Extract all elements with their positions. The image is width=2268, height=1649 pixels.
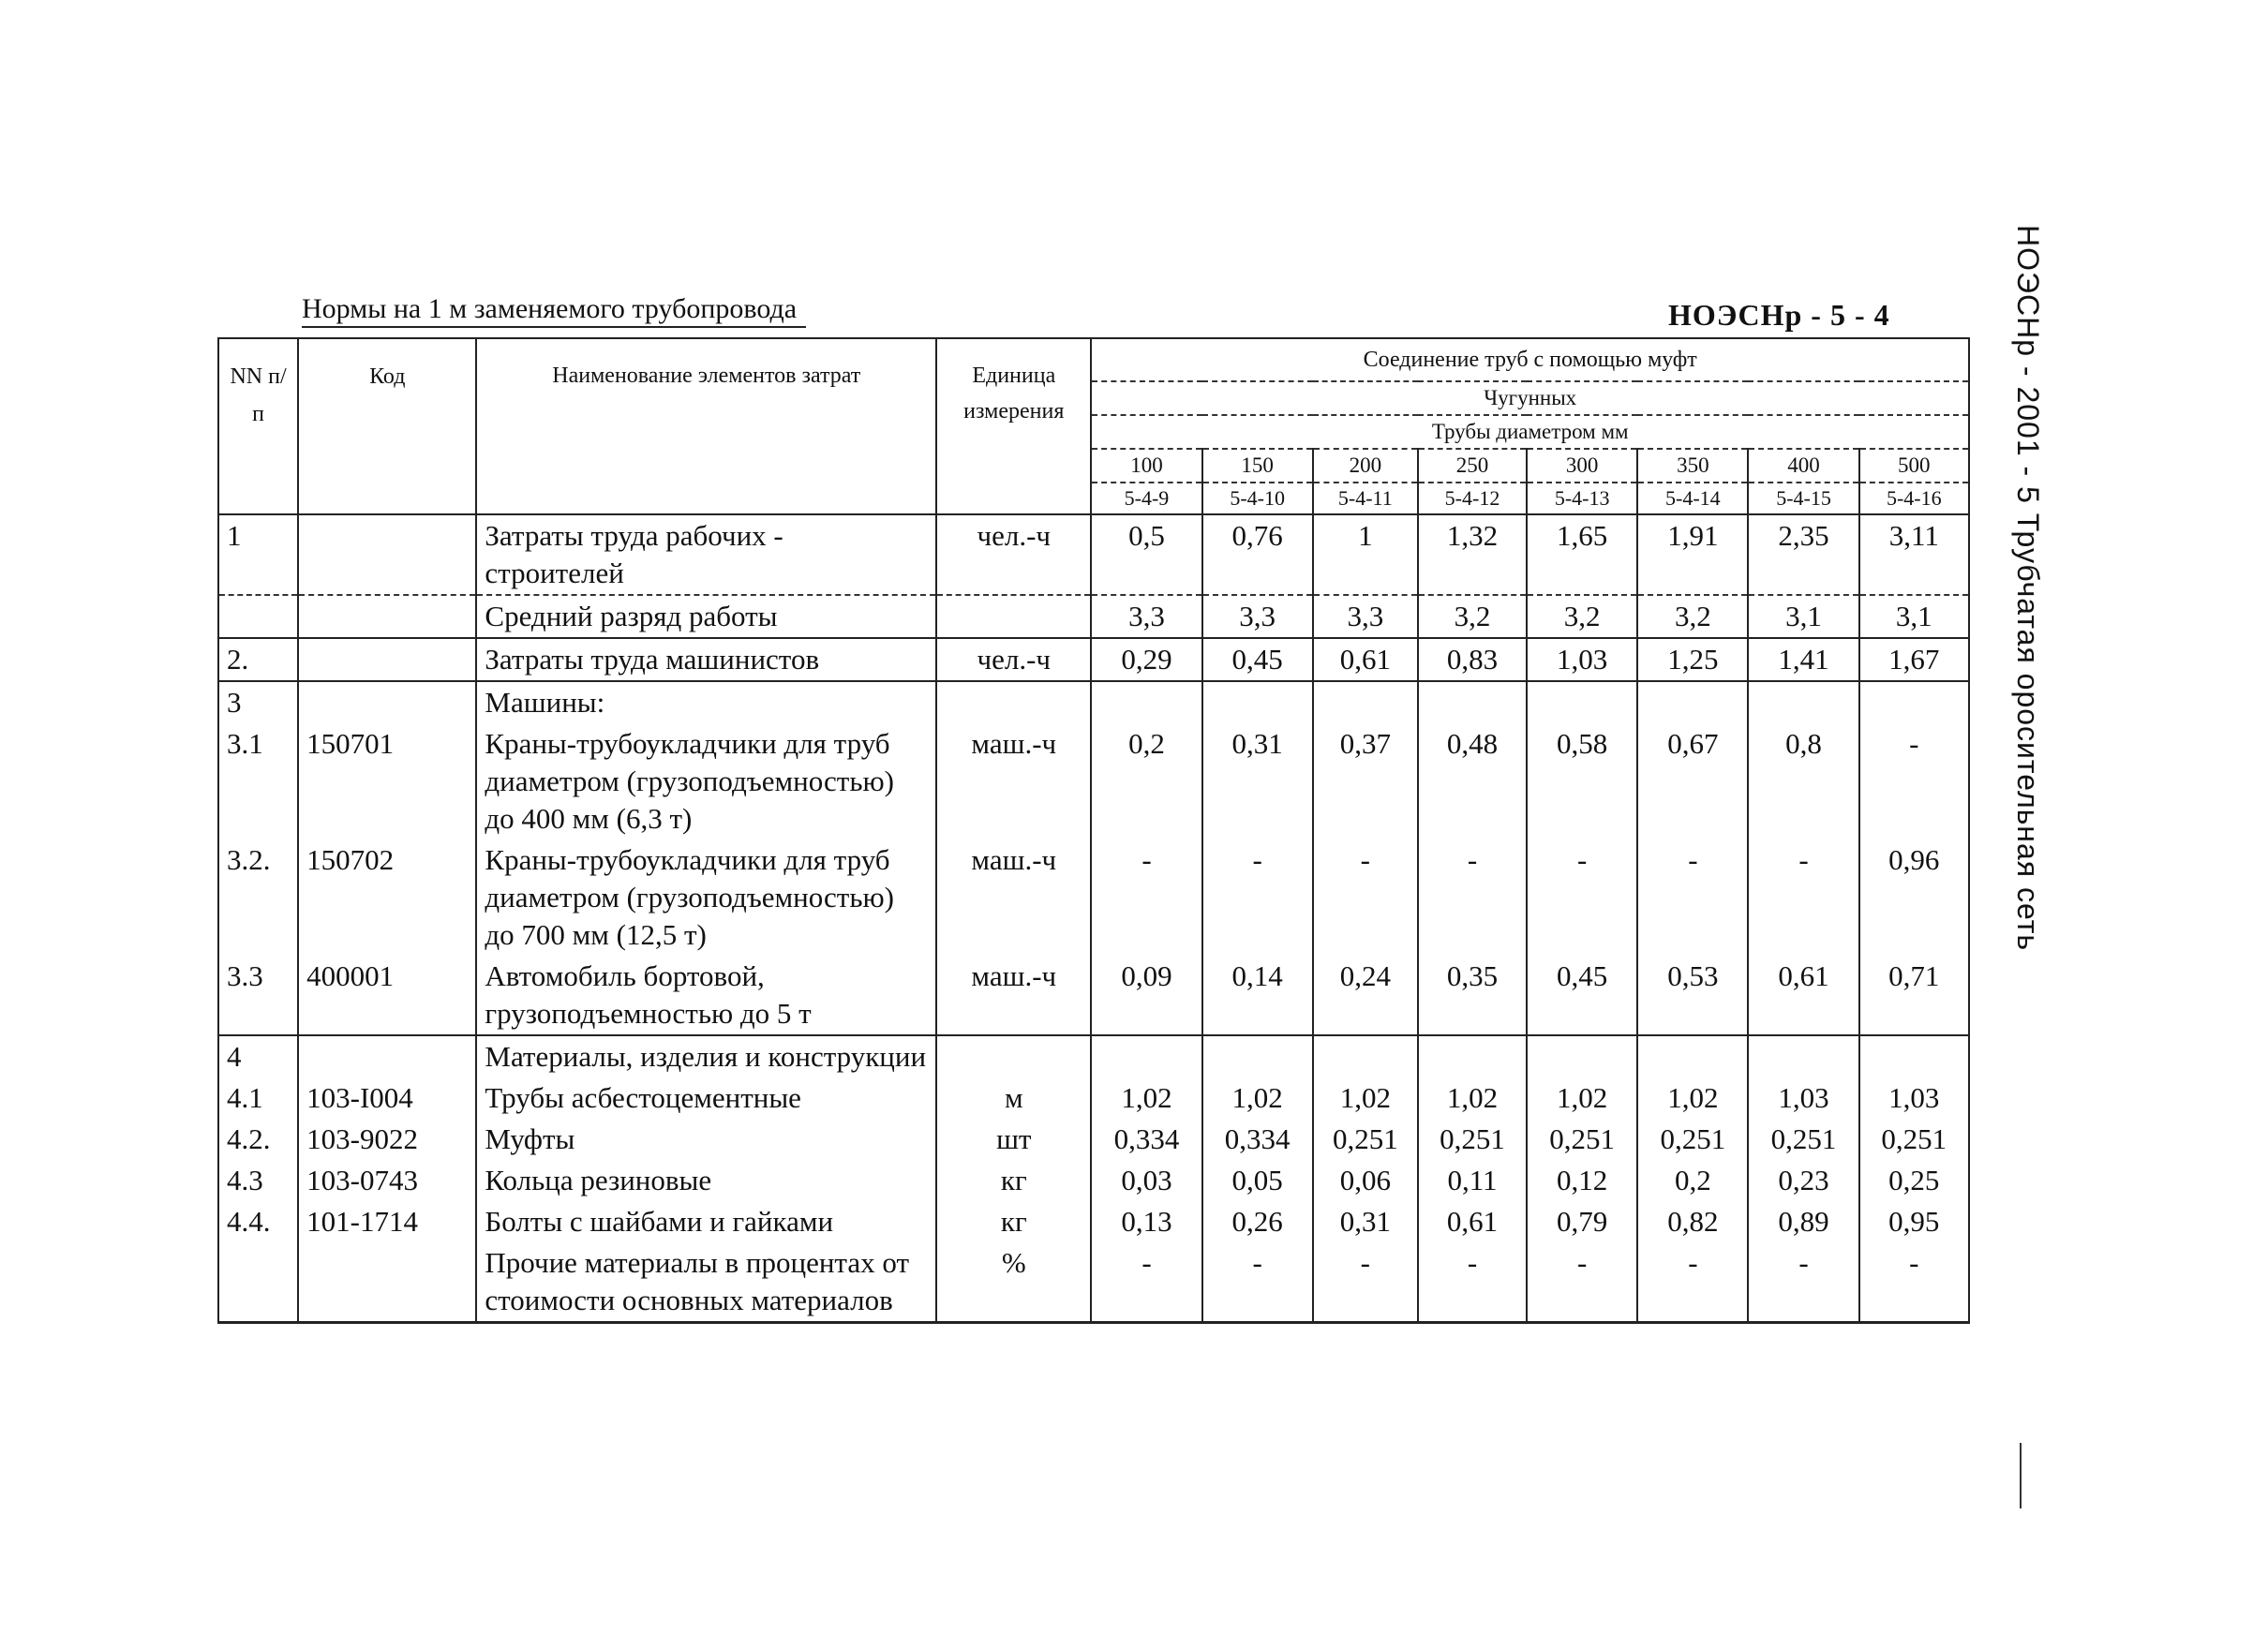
norms-caption: Нормы на 1 м заменяемого трубопровода	[302, 292, 806, 328]
norm-code-cell: 5-4-15	[1748, 483, 1858, 514]
norm-value-cell: 0,251	[1527, 1119, 1637, 1160]
cost-element-name-cell: Прочие материалы в процентах от стоимости основных материалов	[476, 1242, 936, 1323]
norm-value-cell: 0,37	[1313, 723, 1418, 839]
norm-value-cell: 0,25	[1859, 1160, 1969, 1201]
norm-value-cell	[1859, 1035, 1969, 1077]
table-row	[218, 514, 1969, 595]
norm-value-cell: 0,251	[1859, 1119, 1969, 1160]
table-row	[218, 1035, 1969, 1077]
unit-cell: м	[936, 1077, 1091, 1119]
norm-value-cell	[1637, 681, 1748, 723]
cost-element-name-cell: Средний разряд работы	[476, 595, 936, 638]
norm-value-cell: 0,8	[1748, 723, 1858, 839]
norm-value-cell	[1527, 1035, 1637, 1077]
header-group-joint: Соединение труб с помощью муфт	[1091, 338, 1969, 381]
norm-value-cell: 0,67	[1637, 723, 1748, 839]
norm-value-cell: 0,58	[1527, 723, 1637, 839]
norm-value-cell: 1,02	[1091, 1077, 1201, 1119]
resource-code-cell: 150702	[298, 839, 476, 956]
norm-code-cell: 5-4-9	[1091, 483, 1201, 514]
norm-value-cell	[1418, 681, 1527, 723]
cost-element-name-cell: Краны-трубоукладчики для труб диаметром (грузоподъемностью) до 700 мм (12,5 т)	[476, 839, 936, 956]
norm-value-cell: 0,95	[1859, 1201, 1969, 1242]
header-unit: Единица измерения	[936, 338, 1091, 514]
norm-value-cell: -	[1637, 839, 1748, 956]
diameter-cell: 300	[1527, 449, 1637, 483]
table-row	[218, 1077, 1969, 1119]
cost-element-name-cell: Затраты труда рабочих - строителей	[476, 514, 936, 595]
norm-value-cell: 1,32	[1418, 514, 1527, 595]
norm-value-cell: -	[1859, 1242, 1969, 1323]
norm-value-cell	[1859, 681, 1969, 723]
cost-element-name-cell: Материалы, изделия и конструкции	[476, 1035, 936, 1077]
table-row	[218, 595, 1969, 638]
unit-cell: чел.-ч	[936, 514, 1091, 595]
norm-value-cell: 0,12	[1527, 1160, 1637, 1201]
resource-code-cell	[298, 638, 476, 681]
row-number-cell: 3.3	[218, 956, 298, 1035]
resource-code-cell: 400001	[298, 956, 476, 1035]
norm-value-cell: 1,02	[1418, 1077, 1527, 1119]
header-nn: NN п/п	[218, 338, 298, 514]
resource-code-cell	[298, 595, 476, 638]
norm-value-cell: 0,13	[1091, 1201, 1201, 1242]
norm-value-cell	[1313, 1035, 1418, 1077]
table-row	[218, 681, 1969, 723]
norm-value-cell: 1	[1313, 514, 1418, 595]
resource-code-cell	[298, 1242, 476, 1323]
unit-cell: шт	[936, 1119, 1091, 1160]
norm-value-cell: 1,03	[1527, 638, 1637, 681]
table-row	[218, 1201, 1969, 1242]
cost-element-name-cell: Машины:	[476, 681, 936, 723]
diameter-cell: 100	[1091, 449, 1201, 483]
norm-value-cell: 0,71	[1859, 956, 1969, 1035]
norm-value-cell: -	[1313, 839, 1418, 956]
norm-value-cell: -	[1748, 839, 1858, 956]
norm-value-cell: 0,334	[1091, 1119, 1201, 1160]
norm-value-cell: 0,31	[1202, 723, 1313, 839]
unit-cell: кг	[936, 1160, 1091, 1201]
norm-value-cell: 1,91	[1637, 514, 1748, 595]
norm-value-cell: 1,02	[1637, 1077, 1748, 1119]
norm-value-cell: 0,53	[1637, 956, 1748, 1035]
table-row	[218, 1160, 1969, 1201]
norm-value-cell: 0,14	[1202, 956, 1313, 1035]
norm-value-cell	[1091, 681, 1201, 723]
unit-cell: маш.-ч	[936, 723, 1091, 839]
unit-cell	[936, 595, 1091, 638]
norm-value-cell: 3,3	[1202, 595, 1313, 638]
norm-value-cell: 1,02	[1202, 1077, 1313, 1119]
row-number-cell: 4.2.	[218, 1119, 298, 1160]
norm-value-cell: 1,03	[1859, 1077, 1969, 1119]
norm-value-cell: 3,1	[1748, 595, 1858, 638]
norm-value-cell: 3,2	[1418, 595, 1527, 638]
header-name: Наименование элементов затрат	[476, 338, 936, 514]
norm-value-cell: 3,2	[1637, 595, 1748, 638]
norm-value-cell: 1,65	[1527, 514, 1637, 595]
norm-code-cell: 5-4-16	[1859, 483, 1969, 514]
norm-value-cell	[1637, 1035, 1748, 1077]
row-number-cell: 4	[218, 1035, 298, 1077]
norm-value-cell: -	[1418, 1242, 1527, 1323]
norm-value-cell: 1,03	[1748, 1077, 1858, 1119]
norm-value-cell	[1091, 1035, 1201, 1077]
row-number-cell: 4.1	[218, 1077, 298, 1119]
norm-value-cell: -	[1527, 839, 1637, 956]
resource-code-cell: 150701	[298, 723, 476, 839]
norm-value-cell: 0,35	[1418, 956, 1527, 1035]
table-row	[218, 1242, 1969, 1323]
diameter-cell: 400	[1748, 449, 1858, 483]
norm-value-cell: 0,05	[1202, 1160, 1313, 1201]
norm-value-cell: -	[1859, 723, 1969, 839]
resource-code-cell: 101-1714	[298, 1201, 476, 1242]
norm-code-cell: 5-4-10	[1202, 483, 1313, 514]
resource-code-cell: 103-9022	[298, 1119, 476, 1160]
table-row	[218, 956, 1969, 1035]
norm-value-cell: 0,251	[1418, 1119, 1527, 1160]
norm-value-cell: -	[1637, 1242, 1748, 1323]
norm-value-cell: 0,2	[1091, 723, 1201, 839]
cost-element-name-cell: Краны-трубоукладчики для труб диаметром (грузоподъемностью) до 400 мм (6,3 т)	[476, 723, 936, 839]
norm-value-cell: 0,23	[1748, 1160, 1858, 1201]
norm-value-cell: 0,45	[1527, 956, 1637, 1035]
norm-value-cell	[1202, 681, 1313, 723]
unit-cell	[936, 1035, 1091, 1077]
norm-value-cell: 0,61	[1748, 956, 1858, 1035]
header-code: Код	[298, 338, 476, 514]
norm-value-cell: 1,02	[1313, 1077, 1418, 1119]
table-row	[218, 839, 1969, 956]
norm-value-cell: 0,79	[1527, 1201, 1637, 1242]
unit-cell	[936, 681, 1091, 723]
norm-code-cell: 5-4-13	[1527, 483, 1637, 514]
resource-code-cell: 103-I004	[298, 1077, 476, 1119]
norm-value-cell: 0,251	[1637, 1119, 1748, 1160]
norm-value-cell: 3,3	[1091, 595, 1201, 638]
unit-cell: %	[936, 1242, 1091, 1323]
table-row	[218, 638, 1969, 681]
norm-value-cell: 0,29	[1091, 638, 1201, 681]
row-number-cell: 3.2.	[218, 839, 298, 956]
norm-value-cell: 0,09	[1091, 956, 1201, 1035]
unit-cell: чел.-ч	[936, 638, 1091, 681]
norm-code-cell: 5-4-12	[1418, 483, 1527, 514]
norm-value-cell: 0,03	[1091, 1160, 1201, 1201]
cost-element-name-cell: Болты с шайбами и гайками	[476, 1201, 936, 1242]
row-number-cell	[218, 595, 298, 638]
norm-value-cell: 0,31	[1313, 1201, 1418, 1242]
header-group-material: Чугунных	[1091, 381, 1969, 415]
cost-element-name-cell: Автомобиль бортовой, грузоподъемностью до 5 т	[476, 956, 936, 1035]
row-number-cell: 1	[218, 514, 298, 595]
norm-value-cell: 3,3	[1313, 595, 1418, 638]
row-number-cell	[218, 1242, 298, 1323]
diameter-cell: 500	[1859, 449, 1969, 483]
resource-code-cell: 103-0743	[298, 1160, 476, 1201]
norm-value-cell: 0,334	[1202, 1119, 1313, 1160]
cost-element-name-cell: Муфты	[476, 1119, 936, 1160]
norm-value-cell: 0,82	[1637, 1201, 1748, 1242]
norm-value-cell: 1,25	[1637, 638, 1748, 681]
norm-value-cell: -	[1313, 1242, 1418, 1323]
norm-value-cell: 0,11	[1418, 1160, 1527, 1201]
norm-value-cell: 0,61	[1418, 1201, 1527, 1242]
norm-value-cell: 0,61	[1313, 638, 1418, 681]
side-title: НОЭСНр - 2001 - 5 Трубчатая оросительная сеть	[2011, 225, 2045, 952]
norm-value-cell: 0,45	[1202, 638, 1313, 681]
norm-value-cell: 2,35	[1748, 514, 1858, 595]
table-body	[218, 514, 1969, 1323]
norm-value-cell: -	[1091, 839, 1201, 956]
header-group-diameter: Трубы диаметром мм	[1091, 415, 1969, 449]
document-code: НОЭСНр - 5 - 4	[1668, 298, 1890, 332]
norm-value-cell: -	[1418, 839, 1527, 956]
norm-value-cell: -	[1202, 839, 1313, 956]
norm-value-cell	[1313, 681, 1418, 723]
resource-code-cell	[298, 1035, 476, 1077]
norm-value-cell: 1,67	[1859, 638, 1969, 681]
norm-value-cell: 0,83	[1418, 638, 1527, 681]
row-number-cell: 2.	[218, 638, 298, 681]
cost-element-name-cell: Кольца резиновые	[476, 1160, 936, 1201]
cost-element-name-cell: Затраты труда машинистов	[476, 638, 936, 681]
diameter-cell: 350	[1637, 449, 1748, 483]
norm-value-cell: 0,48	[1418, 723, 1527, 839]
norm-value-cell: -	[1202, 1242, 1313, 1323]
norm-value-cell: 0,2	[1637, 1160, 1748, 1201]
norm-value-cell: 3,1	[1859, 595, 1969, 638]
row-number-cell: 4.4.	[218, 1201, 298, 1242]
norm-value-cell: -	[1748, 1242, 1858, 1323]
norm-value-cell	[1418, 1035, 1527, 1077]
norm-value-cell: 3,2	[1527, 595, 1637, 638]
norm-value-cell	[1202, 1035, 1313, 1077]
norm-value-cell	[1748, 681, 1858, 723]
norm-value-cell: -	[1091, 1242, 1201, 1323]
table-header	[218, 338, 1969, 514]
norm-value-cell: 0,96	[1859, 839, 1969, 956]
cost-element-name-cell: Трубы асбестоцементные	[476, 1077, 936, 1119]
norm-value-cell: 0,5	[1091, 514, 1201, 595]
table-row	[218, 723, 1969, 839]
diameter-cell: 200	[1313, 449, 1418, 483]
norm-value-cell: 0,76	[1202, 514, 1313, 595]
norm-code-cell: 5-4-14	[1637, 483, 1748, 514]
resource-code-cell	[298, 514, 476, 595]
row-number-cell: 3.1	[218, 723, 298, 839]
norm-value-cell: 0,251	[1748, 1119, 1858, 1160]
norm-value-cell: 0,24	[1313, 956, 1418, 1035]
margin-mark	[2020, 1443, 2022, 1508]
diameter-cell: 150	[1202, 449, 1313, 483]
row-number-cell: 3	[218, 681, 298, 723]
norm-value-cell: 3,11	[1859, 514, 1969, 595]
row-number-cell: 4.3	[218, 1160, 298, 1201]
unit-cell: маш.-ч	[936, 956, 1091, 1035]
norm-value-cell: 0,26	[1202, 1201, 1313, 1242]
norms-table	[217, 337, 1970, 1324]
resource-code-cell	[298, 681, 476, 723]
norm-code-cell: 5-4-11	[1313, 483, 1418, 514]
unit-cell: маш.-ч	[936, 839, 1091, 956]
norm-value-cell	[1748, 1035, 1858, 1077]
norm-value-cell: 1,02	[1527, 1077, 1637, 1119]
norm-value-cell: 0,89	[1748, 1201, 1858, 1242]
table-row	[218, 1119, 1969, 1160]
norm-value-cell: 0,251	[1313, 1119, 1418, 1160]
norm-value-cell	[1527, 681, 1637, 723]
norm-value-cell: -	[1527, 1242, 1637, 1323]
unit-cell: кг	[936, 1201, 1091, 1242]
diameter-cell: 250	[1418, 449, 1527, 483]
norm-value-cell: 1,41	[1748, 638, 1858, 681]
norm-value-cell: 0,06	[1313, 1160, 1418, 1201]
